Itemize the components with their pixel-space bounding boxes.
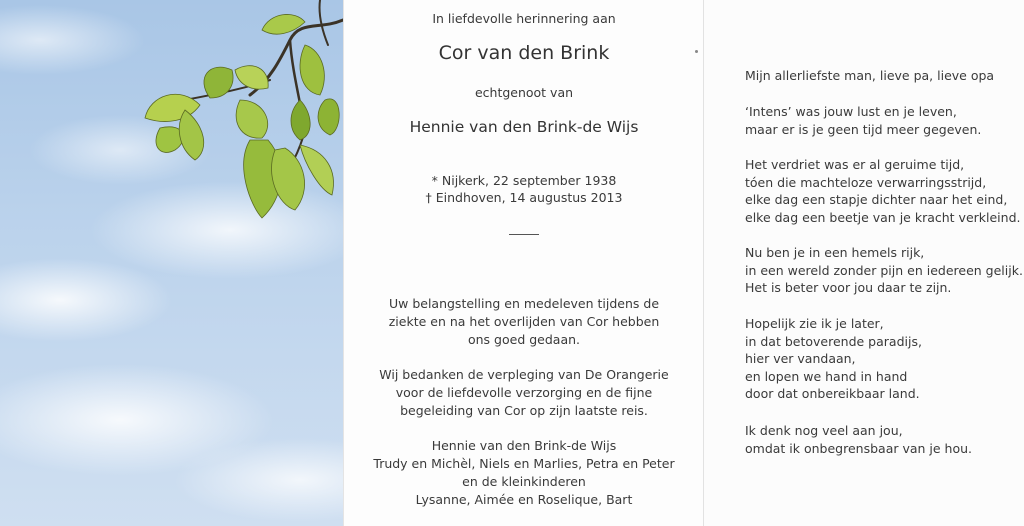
family-line: Lysanne, Aimée en Roselique, Bart (415, 492, 633, 507)
poem-panel (704, 0, 1024, 526)
thanks-line: ons goed gedaan. (467, 332, 580, 347)
memorial-front (343, 0, 704, 526)
poem-line: elke dag een beetje van je kracht verkleind. (745, 209, 1021, 225)
poem-stanza (745, 422, 1024, 457)
poem-line: en lopen we hand in hand (745, 368, 908, 384)
family-line: Hennie van den Brink-de Wijs (431, 438, 617, 453)
poem-stanza (745, 315, 1024, 403)
poem-line: Het is beter voor jou daar te zijn. (745, 280, 952, 295)
poem-line: ‘Intens’ was jouw lust en je leven, (745, 104, 957, 119)
paper-speck (695, 50, 698, 53)
poem-line: Mijn allerliefste man, lieve pa, lieve opa (745, 68, 995, 83)
poem-line: in een wereld zonder pijn en iedereen gelijk. (745, 262, 1023, 278)
poem-line: Het verdriet was er al geruime tijd, (745, 157, 965, 172)
leaves-branch-icon (0, 0, 343, 526)
thanks-line: begeleiding van Cor op zijn laatste reis. (400, 403, 648, 418)
relation-text: echtgenoot van (474, 85, 574, 100)
poem-stanza (745, 244, 1024, 297)
divider (509, 234, 539, 235)
intro-text: In liefdevolle herinnering aan (432, 11, 616, 26)
poem-line: in dat betoverende paradijs, (745, 333, 922, 349)
poem-stanza (745, 103, 1024, 138)
spouse-name: Hennie van den Brink-de Wijs (409, 118, 639, 136)
deceased-name: Cor van den Brink (438, 42, 610, 64)
poem-line: Ik denk nog veel aan jou, (745, 423, 903, 438)
poem-line: tóen die machteloze verwarringsstrijd, (745, 174, 987, 190)
death-line: † Eindhoven, 14 augustus 2013 (425, 190, 623, 205)
poem-line: omdat ik onbegrensbaar van je hou. (745, 440, 973, 456)
thanks-line: voor de liefdevolle verzorging en de fijne (395, 385, 653, 400)
poem-stanza (745, 156, 1024, 226)
family-line: en de kleinkinderen (462, 474, 586, 489)
thanks-line: ziekte en na het overlijden van Cor hebben (388, 314, 660, 329)
thanks-line: Wij bedanken de verpleging van De Orangerie (379, 367, 669, 382)
birth-line: * Nijkerk, 22 september 1938 (431, 173, 617, 188)
poem-line: Nu ben je in een hemels rijk, (745, 245, 925, 260)
poem-stanza (745, 67, 1024, 85)
poem-line: Hopelijk zie ik je later, (745, 316, 884, 331)
poem-line: hier ver vandaan, (745, 351, 856, 366)
poem-line: elke dag een stapje dichter naar het eind, (745, 192, 1008, 207)
poem-line: maar er is je geen tijd meer gegeven. (745, 121, 982, 137)
sky-photo (0, 0, 343, 526)
family-line: Trudy en Michèl, Niels en Marlies, Petra en Peter (373, 456, 675, 471)
poem-line: door dat onbereikbaar land. (745, 386, 920, 401)
thanks-line: Uw belangstelling en medeleven tijdens de (388, 296, 660, 311)
